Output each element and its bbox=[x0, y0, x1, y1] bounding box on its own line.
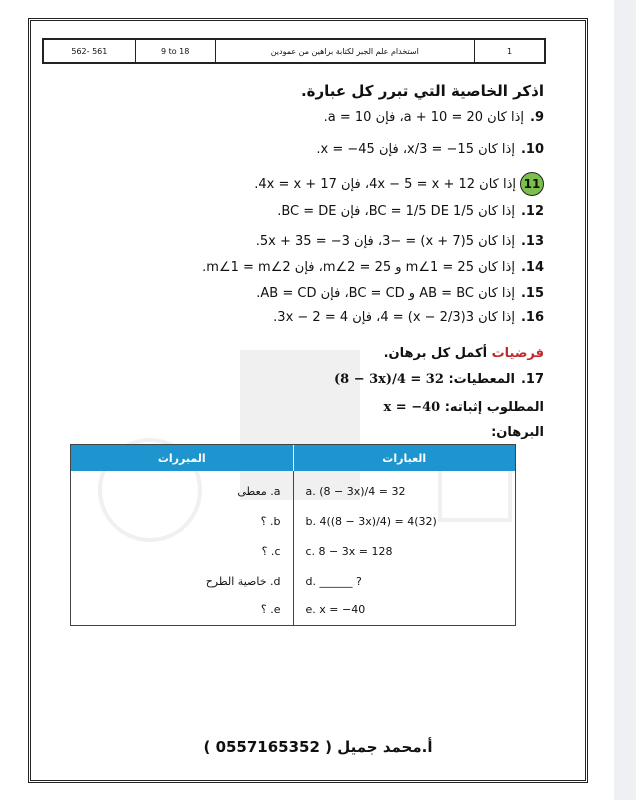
reason-cell: e. ؟ bbox=[260, 603, 281, 616]
item-text: إذا كان 5(x + 7) = −3، فإن 5x + 35 = −3. bbox=[255, 234, 515, 249]
footer-credit: أ.محمد جميل ( 0557165352 ) bbox=[203, 738, 433, 756]
item-number: 12. bbox=[520, 204, 544, 219]
item-number: 14. bbox=[520, 260, 544, 275]
given-line bbox=[334, 372, 544, 387]
header-lesson: استخدام علم الجبر لكتابة براهين من عمودين bbox=[215, 40, 474, 62]
statement-cell: e. x = −40 bbox=[305, 603, 366, 616]
list-item bbox=[316, 142, 544, 157]
question-number: 17. bbox=[520, 372, 544, 387]
list-item bbox=[277, 204, 544, 219]
item-number: 15. bbox=[520, 286, 544, 301]
header-page-number: 1 bbox=[474, 40, 544, 62]
item-text: إذا كان a + 10 = 20، فإن a = 10. bbox=[323, 110, 524, 125]
table-header bbox=[71, 445, 515, 471]
item-text: إذا كان m∠1 = 25 و m∠2 = 25، فإن m∠1 = m∠2. bbox=[202, 260, 515, 275]
list-item bbox=[256, 234, 544, 249]
column-header-statements: العبارات bbox=[382, 451, 427, 465]
reasons-column bbox=[71, 471, 294, 625]
header-pages: 561 -562 bbox=[71, 46, 108, 56]
statements-column bbox=[294, 471, 516, 625]
item-text: إذا كان x/3 = −15، فإن x = −45. bbox=[316, 142, 515, 157]
prove-label: المطلوب إثباته: bbox=[444, 400, 544, 415]
item-number: 9. bbox=[530, 110, 544, 125]
header-bar bbox=[42, 38, 546, 64]
statement-cell: c. 8 − 3x = 128 bbox=[305, 545, 393, 558]
section-title: أكمل كل برهان. bbox=[383, 346, 488, 361]
header-range: 9 to 18 bbox=[135, 40, 215, 62]
proof-label: البرهان: bbox=[491, 425, 544, 440]
statement-cell: b. 4((8 − 3x)/4) = 4(32) bbox=[305, 515, 437, 528]
prove-line bbox=[384, 400, 544, 415]
given-label: المعطيات: bbox=[448, 372, 515, 387]
statement-cell: d. ______ ? bbox=[305, 575, 362, 588]
item-number: 16. bbox=[520, 310, 544, 325]
item-text: إذا كان 1/5 BC = 1/5 DE، فإن BC = DE. bbox=[277, 204, 515, 219]
section-label: فرضيات bbox=[491, 346, 544, 361]
item-text: إذا كان AB = BC و BC = CD، فإن AB = CD. bbox=[256, 286, 515, 301]
item-text: إذا كان 4x − 5 = x + 12، فإن 4x = x + 17. bbox=[254, 177, 516, 192]
list-item bbox=[273, 310, 544, 325]
proof-table bbox=[70, 444, 516, 626]
page-title: اذكر الخاصية التي تبرر كل عبارة. bbox=[300, 82, 544, 100]
list-item bbox=[202, 260, 544, 275]
statement-cell: a. (8 − 3x)/4 = 32 bbox=[305, 485, 406, 498]
list-item bbox=[256, 286, 544, 301]
column-header-reasons: المبررات bbox=[71, 445, 294, 471]
reason-cell: c. ؟ bbox=[261, 545, 281, 558]
item-number: 13. bbox=[520, 234, 544, 249]
item-number: 10. bbox=[520, 142, 544, 157]
list-item bbox=[324, 110, 544, 125]
side-panel bbox=[614, 0, 636, 800]
reason-cell: b. ؟ bbox=[260, 515, 281, 528]
table-body bbox=[71, 471, 515, 625]
section-heading bbox=[384, 346, 544, 361]
item-number-circled: 11 bbox=[520, 172, 544, 196]
prove-value: x = −40 bbox=[383, 400, 441, 415]
reason-cell: d. خاصية الطرح bbox=[205, 575, 281, 588]
reason-cell: a. معطى bbox=[237, 485, 281, 498]
item-text: إذا كان 3(x − 2/3) = 4، فإن 3x − 2 = 4. bbox=[273, 310, 515, 325]
list-item bbox=[254, 172, 544, 196]
given-value: (8 − 3x)/4 = 32 bbox=[333, 372, 444, 387]
